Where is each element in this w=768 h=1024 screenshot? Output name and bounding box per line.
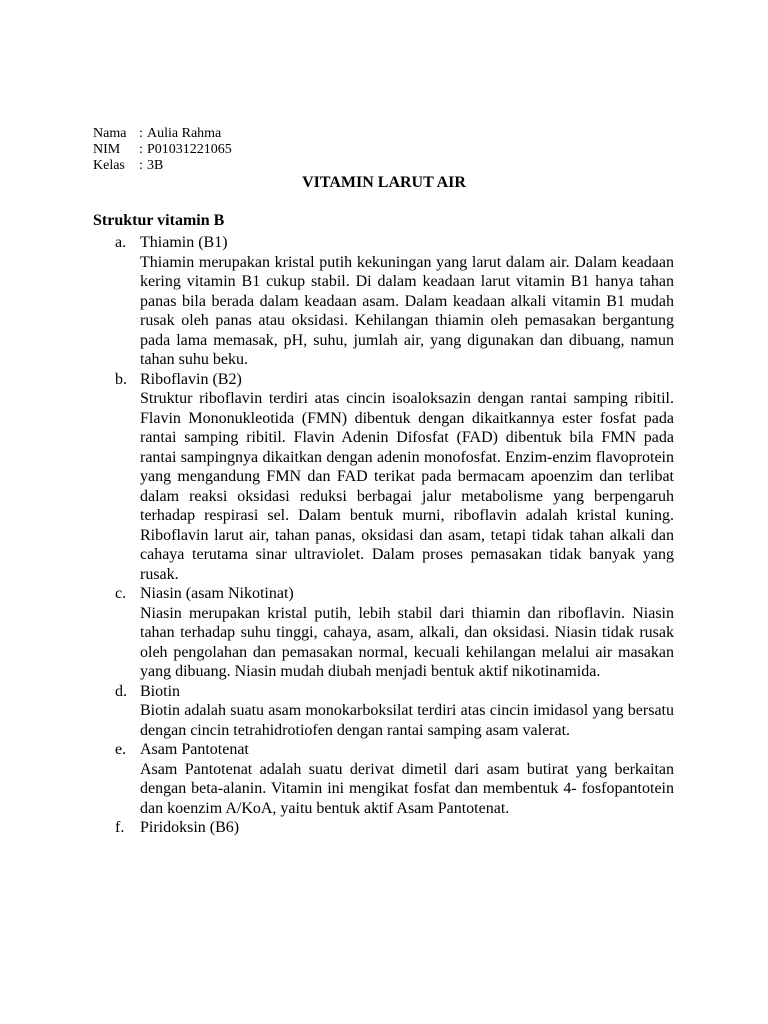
name-separator: : — [139, 126, 143, 141]
nim-value: P01031221065 — [147, 142, 232, 157]
item-title: Niasin (asam Nikotinat) — [140, 585, 294, 602]
name-value: Aulia Rahma — [147, 126, 222, 141]
student-name-row — [93, 126, 232, 142]
item-title: Asam Pantotenat — [140, 741, 249, 758]
list-item-thiamin — [93, 233, 674, 370]
class-separator: : — [139, 158, 143, 173]
student-info — [93, 126, 232, 174]
name-label: Nama — [93, 126, 127, 141]
item-title: Piridoksin (B6) — [140, 819, 240, 836]
list-marker: e. — [115, 741, 127, 758]
list-marker: b. — [115, 370, 127, 388]
list-item-biotin — [93, 682, 674, 741]
list-item-piridoksin — [93, 818, 674, 838]
item-body: Struktur riboflavin terdiri atas cincin isoaloksazin dengan rantai samping ribitil. Flavin Mononukleotida (FMN) dibentuk dengan dikaitkannya ester fosfat pada rantai samping ribitil. Flavin Adenin Difosfat (FAD) dibentuk bila FMN pada rantai sampingnya dikaitkan dengan adenin monofosfat. Enzim-enzim flavoprotein yang mengandung FMN dan FAD terikat pada bermacam apoenzim dan terlibat dalam reaksi oksidasi reduksi berbagai jalur metabolisme yang berpengaruh terhadap respirasi sel. Dalam bentuk murni, riboflavin adalah kristal kuning. Riboflavin larut air, tahan panas, oksidasi dan asam, tetapi tidak tahan alkali dan cahaya terutama sinar ultraviolet. Dalam proses pemasakan tidak banyak yang rusak. — [140, 390, 674, 583]
list-item-asam-pantotenat — [93, 740, 674, 818]
list-marker: f. — [115, 819, 125, 836]
student-nim-row — [93, 142, 232, 158]
list-item-riboflavin — [93, 370, 674, 585]
item-body: Thiamin merupakan kristal putih kekuningan yang larut dalam air. Dalam keadaan kering vitamin B1 cukup stabil. Di dalam keadaan larut vitamin B1 hanya tahan panas bila berada dalam keadaan asam. Dalam keadaan alkali vitamin B1 mudah rusak oleh panas atau oksidasi. Kehilangan thiamin oleh pemasakan bergantung pada lama memasak, pH, suhu, jumlah air, yang digunakan dan dibuang, namun tahan suhu beku. — [140, 253, 674, 368]
section-heading: Struktur vitamin B — [93, 212, 225, 229]
class-value: 3B — [147, 158, 164, 173]
list-marker: c. — [115, 585, 127, 602]
list-marker: a. — [115, 234, 127, 251]
item-body: Niasin merupakan kristal putih, lebih stabil dari thiamin dan riboflavin. Niasin tahan terhadap suhu tinggi, cahaya, asam, alkali, dan oksidasi. Niasin tidak rusak oleh pengolahan dan pemasakan normal, kecuali kehilangan melalui air masakan yang dibuang. Niasin mudah diubah menjadi bentuk aktif nikotinamida. — [140, 604, 674, 680]
item-title: Biotin — [140, 682, 181, 700]
item-body: Asam Pantotenat adalah suatu derivat dimetil dari asam butirat yang berkaitan dengan beta-alanin. Vitamin ini mengikat fosfat dan membentuk 4- fosfopantotein dan koenzim A/KoA, yaitu bentuk aktif Asam Pantotenat. — [140, 760, 674, 817]
nim-label: NIM — [93, 142, 121, 157]
vitamin-list — [93, 233, 674, 838]
list-item-niasin — [93, 584, 674, 682]
document-title: VITAMIN LARUT AIR — [302, 174, 466, 191]
item-title: Thiamin (B1) — [140, 234, 228, 251]
class-label: Kelas — [93, 158, 125, 173]
item-title: Riboflavin (B2) — [140, 370, 242, 388]
student-class-row — [93, 158, 232, 174]
list-marker: d. — [115, 682, 127, 700]
nim-separator: : — [139, 142, 143, 157]
item-body: Biotin adalah suatu asam monokarboksilat terdiri atas cincin imidasol yang bersatu dengan cincin tetrahidrotiofen dengan rantai samping asam valerat. — [140, 702, 674, 739]
